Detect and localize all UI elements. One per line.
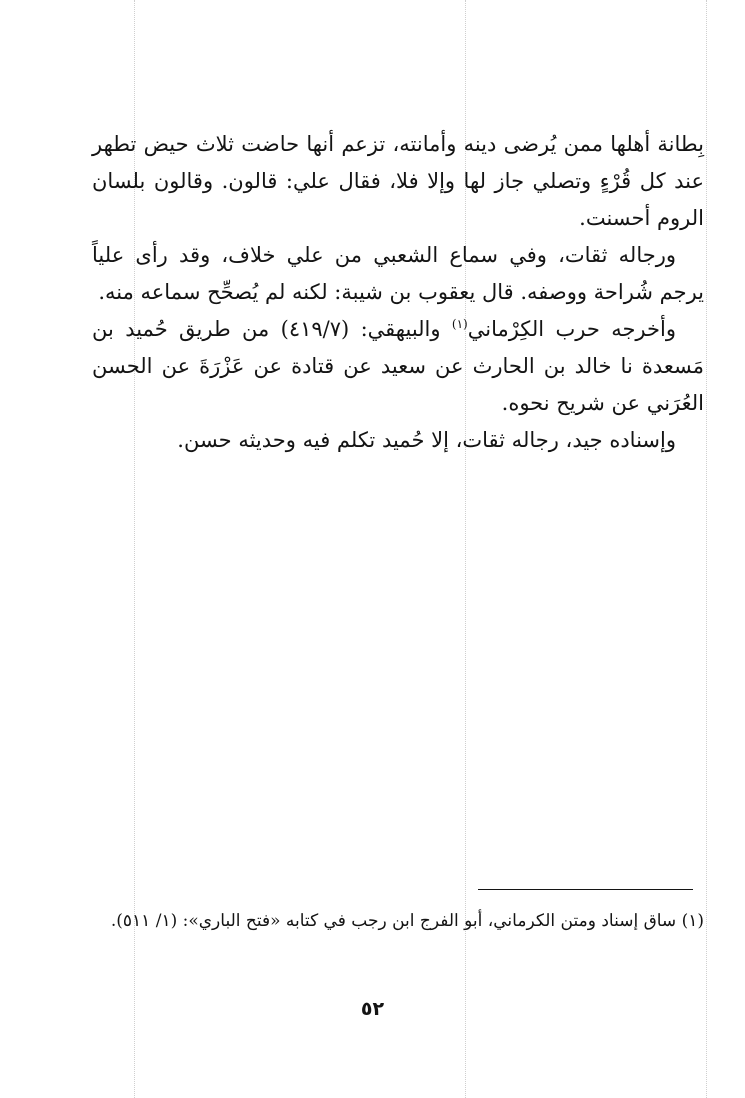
paragraph-1: بِطانة أهلها ممن يُرضى دينه وأمانته، تزعم أنها حاضت ثلاث حيض تطهر عند كل قُرْءٍ وتصلي جاز لها وإلا فلا، فقال علي: قالون. وقالون بلسان الروم أحسنت.: [92, 132, 704, 230]
footnote: (١) ساق إسناد ومتن الكرماني، أبو الفرج ابن رجب في كتابه «فتح الباري»: (١/ ٥١١).: [110, 911, 704, 931]
paragraph-3: [92, 311, 704, 422]
footnote-reference: (١): [451, 316, 468, 331]
paragraph-4: وإسناده جيد، رجاله ثقات، إلا حُميد تكلم فيه وحديثه حسن.: [177, 427, 676, 452]
page-number: ٥٢: [360, 998, 385, 1020]
main-text: [92, 126, 704, 459]
scan-guide-line: [706, 0, 707, 1098]
footnote-divider: [478, 889, 693, 890]
paragraph-3-rest: والبيهقي: (٤١٩/٧) من طريق حُميد بن مَسعدة نا خالد بن الحارث عن سعيد عن قتادة عن عَزْرَةَ عن الحسن العُرَني عن شريح نحوه.: [92, 316, 704, 415]
paragraph-3-start: وأخرجه حرب الكِرْماني: [467, 316, 676, 341]
paragraph-2: ورجاله ثقات، وفي سماع الشعبي من علي خلاف، وقد رأى علياً يرجم شُراحة ووصفه. قال يعقوب بن شيبة: لكنه لم يُصحِّح سماعه منه.: [92, 242, 704, 304]
